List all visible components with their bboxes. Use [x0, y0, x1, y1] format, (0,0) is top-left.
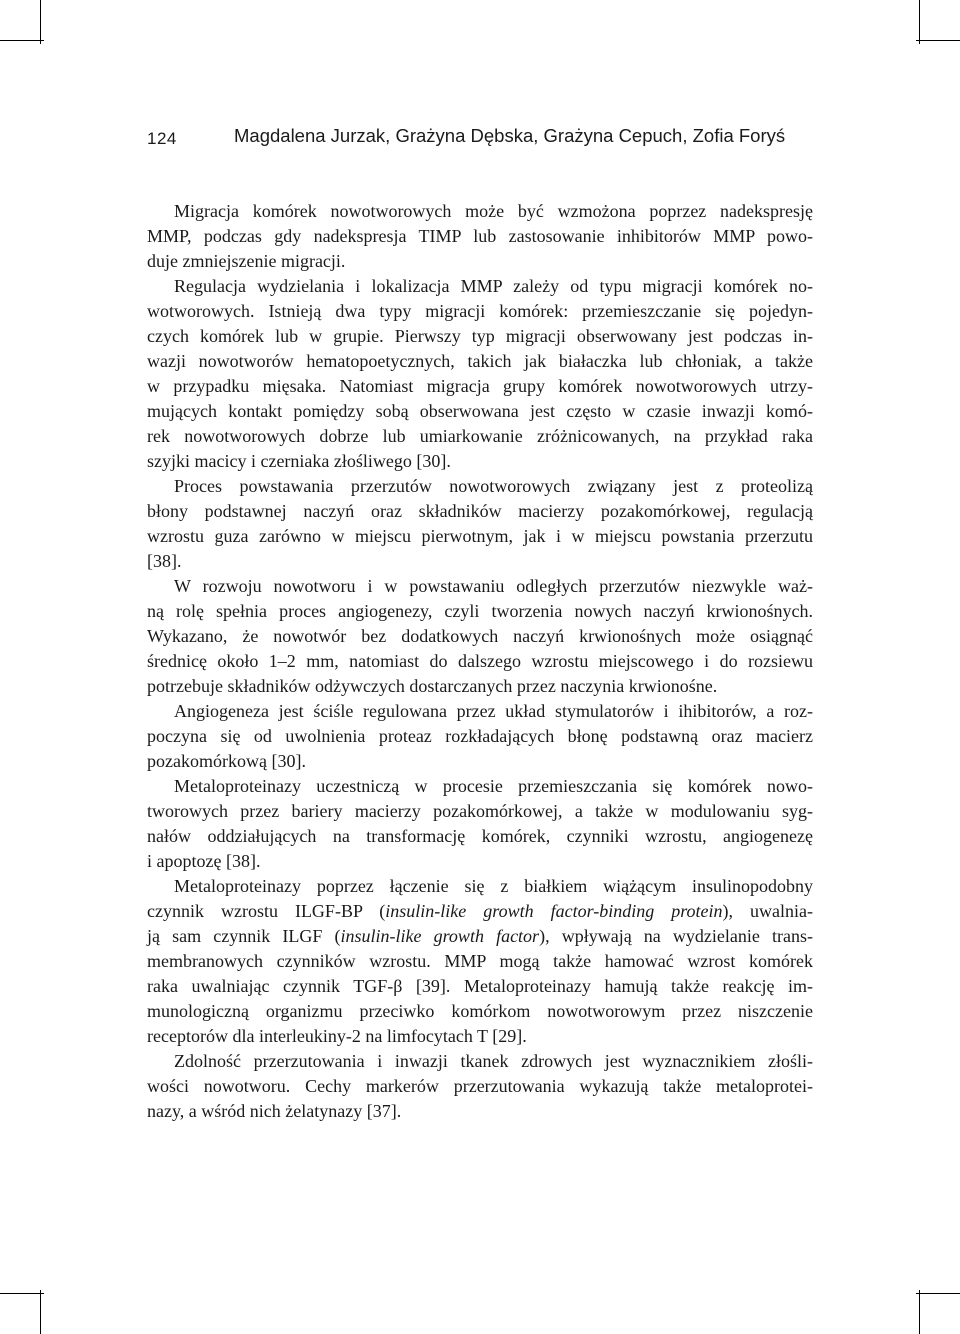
text-line: MMP, podczas gdy nadekspresja TIMP lub zastosowanie inhibitorów MMP powo- [147, 226, 813, 246]
text-line: poczyna się od uwolnienia proteaz rozkładających błonę podstawną oraz macierz [147, 726, 813, 746]
text-line: receptorów dla interleukiny-2 na limfocytach T [29]. [147, 1026, 527, 1046]
paragraph [147, 1049, 813, 1124]
text-line: rek nowotworowych dobrze lub umiarkowanie zróżnicowanych, na przykład raka [147, 426, 813, 446]
text-line: membranowych czynników wzrostu. MMP mogą także hamować wzrost komórek [147, 951, 813, 971]
text-line: wazji nowotworów hematopoetycznych, takich jak białaczka lub chłoniak, a także [147, 351, 813, 371]
crop-mark-bottom-right-horizontal [916, 1293, 960, 1294]
page-number: 124 [147, 129, 177, 148]
crop-mark-top-right-vertical [919, 0, 920, 44]
text-line: wotworowych. Istnieją dwa typy migracji komórek: przemieszczanie się pojedyn- [147, 301, 813, 321]
text-line: duje zmniejszenie migracji. [147, 251, 346, 271]
paragraph [147, 199, 813, 274]
paragraph [147, 774, 813, 874]
text-line: Zdolność przerzutowania i inwazji tkanek zdrowych jest wyznacznikiem złośli- [174, 1051, 813, 1071]
text-line: nazy, a wśród nich żelatynazy [37]. [147, 1101, 402, 1121]
text-line: mujących kontakt pomiędzy sobą obserwowana jest często w czasie inwazji komó- [147, 401, 813, 421]
text-line: wzrostu guza zarówno w miejscu pierwotnym, jak i w miejscu powstania przerzutu [147, 526, 813, 546]
text-line: Regulacja wydzielania i lokalizacja MMP zależy od typu migracji komórek no- [174, 276, 813, 296]
text-line: czynnik wzrostu ILGF-BP (insulin-like growth factor-binding protein), uwalnia- [147, 901, 814, 921]
text-line: nałów oddziałujących na transformację komórek, czynniki wzrostu, angiogenezę [147, 826, 813, 846]
text-line: Migracja komórek nowotworowych może być wzmożona poprzez nadekspresję [174, 201, 813, 221]
body-text [147, 199, 813, 1124]
text-line: Metaloproteinazy poprzez łączenie się z białkiem wiążącym insulinopodobny [174, 876, 813, 896]
paragraph [147, 274, 813, 474]
italic-term: insulin-like growth factor [340, 926, 540, 946]
text-line: pozakomórkową [30]. [147, 751, 306, 771]
text-line: potrzebuje składników odżywczych dostarczanych przez naczynia krwionośne. [147, 676, 718, 696]
text-line: i apoptozę [38]. [147, 851, 261, 871]
text-line: munologiczną organizmu przeciwko komórkom nowotworowym przez niszczenie [147, 1001, 813, 1021]
crop-mark-top-right-horizontal [916, 40, 960, 41]
text-line: średnicę około 1–2 mm, natomiast do dalszego wzrostu miejscowego i do rozsiewu [147, 651, 813, 671]
crop-mark-top-left-horizontal [0, 40, 44, 41]
crop-mark-bottom-left-vertical [40, 1290, 41, 1334]
text-line: [38]. [147, 551, 182, 571]
paragraph [147, 699, 813, 774]
text-line: ją sam czynnik ILGF (insulin-like growth factor), wpływają na wydzielanie trans- [147, 926, 814, 946]
paragraph [147, 874, 813, 1049]
text-line: W rozwoju nowotworu i w powstawaniu odległych przerzutów niezwykle waż- [174, 576, 813, 596]
crop-mark-bottom-right-vertical [919, 1290, 920, 1334]
paragraph [147, 574, 813, 699]
text-line: raka uwalniając czynnik TGF-β [39]. Metaloproteinazy hamują także reakcję im- [147, 976, 813, 996]
text-line: ną rolę spełnia proces angiogenezy, czyli tworzenia nowych naczyń krwionośnych. [147, 601, 813, 621]
paragraph [147, 474, 813, 574]
text-line: Metaloproteinazy uczestniczą w procesie przemieszczania się komórek nowo- [174, 776, 813, 796]
text-line: Proces powstawania przerzutów nowotworowych związany jest z proteolizą [174, 476, 813, 496]
crop-mark-top-left-vertical [40, 0, 41, 44]
text-line: błony podstawnej naczyń oraz składników macierzy pozakomórkowej, regulacją [147, 501, 813, 521]
text-line: czych komórek lub w grupie. Pierwszy typ migracji obserwowany jest podczas in- [147, 326, 813, 346]
running-head-authors: Magdalena Jurzak, Grażyna Dębska, Grażyna Cepuch, Zofia Foryś [234, 125, 786, 146]
text-line: w przypadku mięsaka. Natomiast migracja grupy komórek nowotworowych utrzy- [147, 376, 813, 396]
crop-mark-bottom-left-horizontal [0, 1293, 44, 1294]
text-line: wości nowotworu. Cechy markerów przerzutowania wykazują także metaloprotei- [147, 1076, 813, 1096]
text-line: szyjki macicy i czerniaka złośliwego [30]. [147, 451, 451, 471]
italic-term: insulin-like growth factor-binding protein [385, 901, 723, 921]
text-line: Wykazano, że nowotwór bez dodatkowych naczyń krwionośnych może osiągnąć [147, 626, 813, 646]
text-line: tworowych przez bariery macierzy pozakomórkowej, a także w modulowaniu syg- [147, 801, 813, 821]
text-line: Angiogeneza jest ściśle regulowana przez układ stymulatorów i ihibitorów, a roz- [174, 701, 813, 721]
